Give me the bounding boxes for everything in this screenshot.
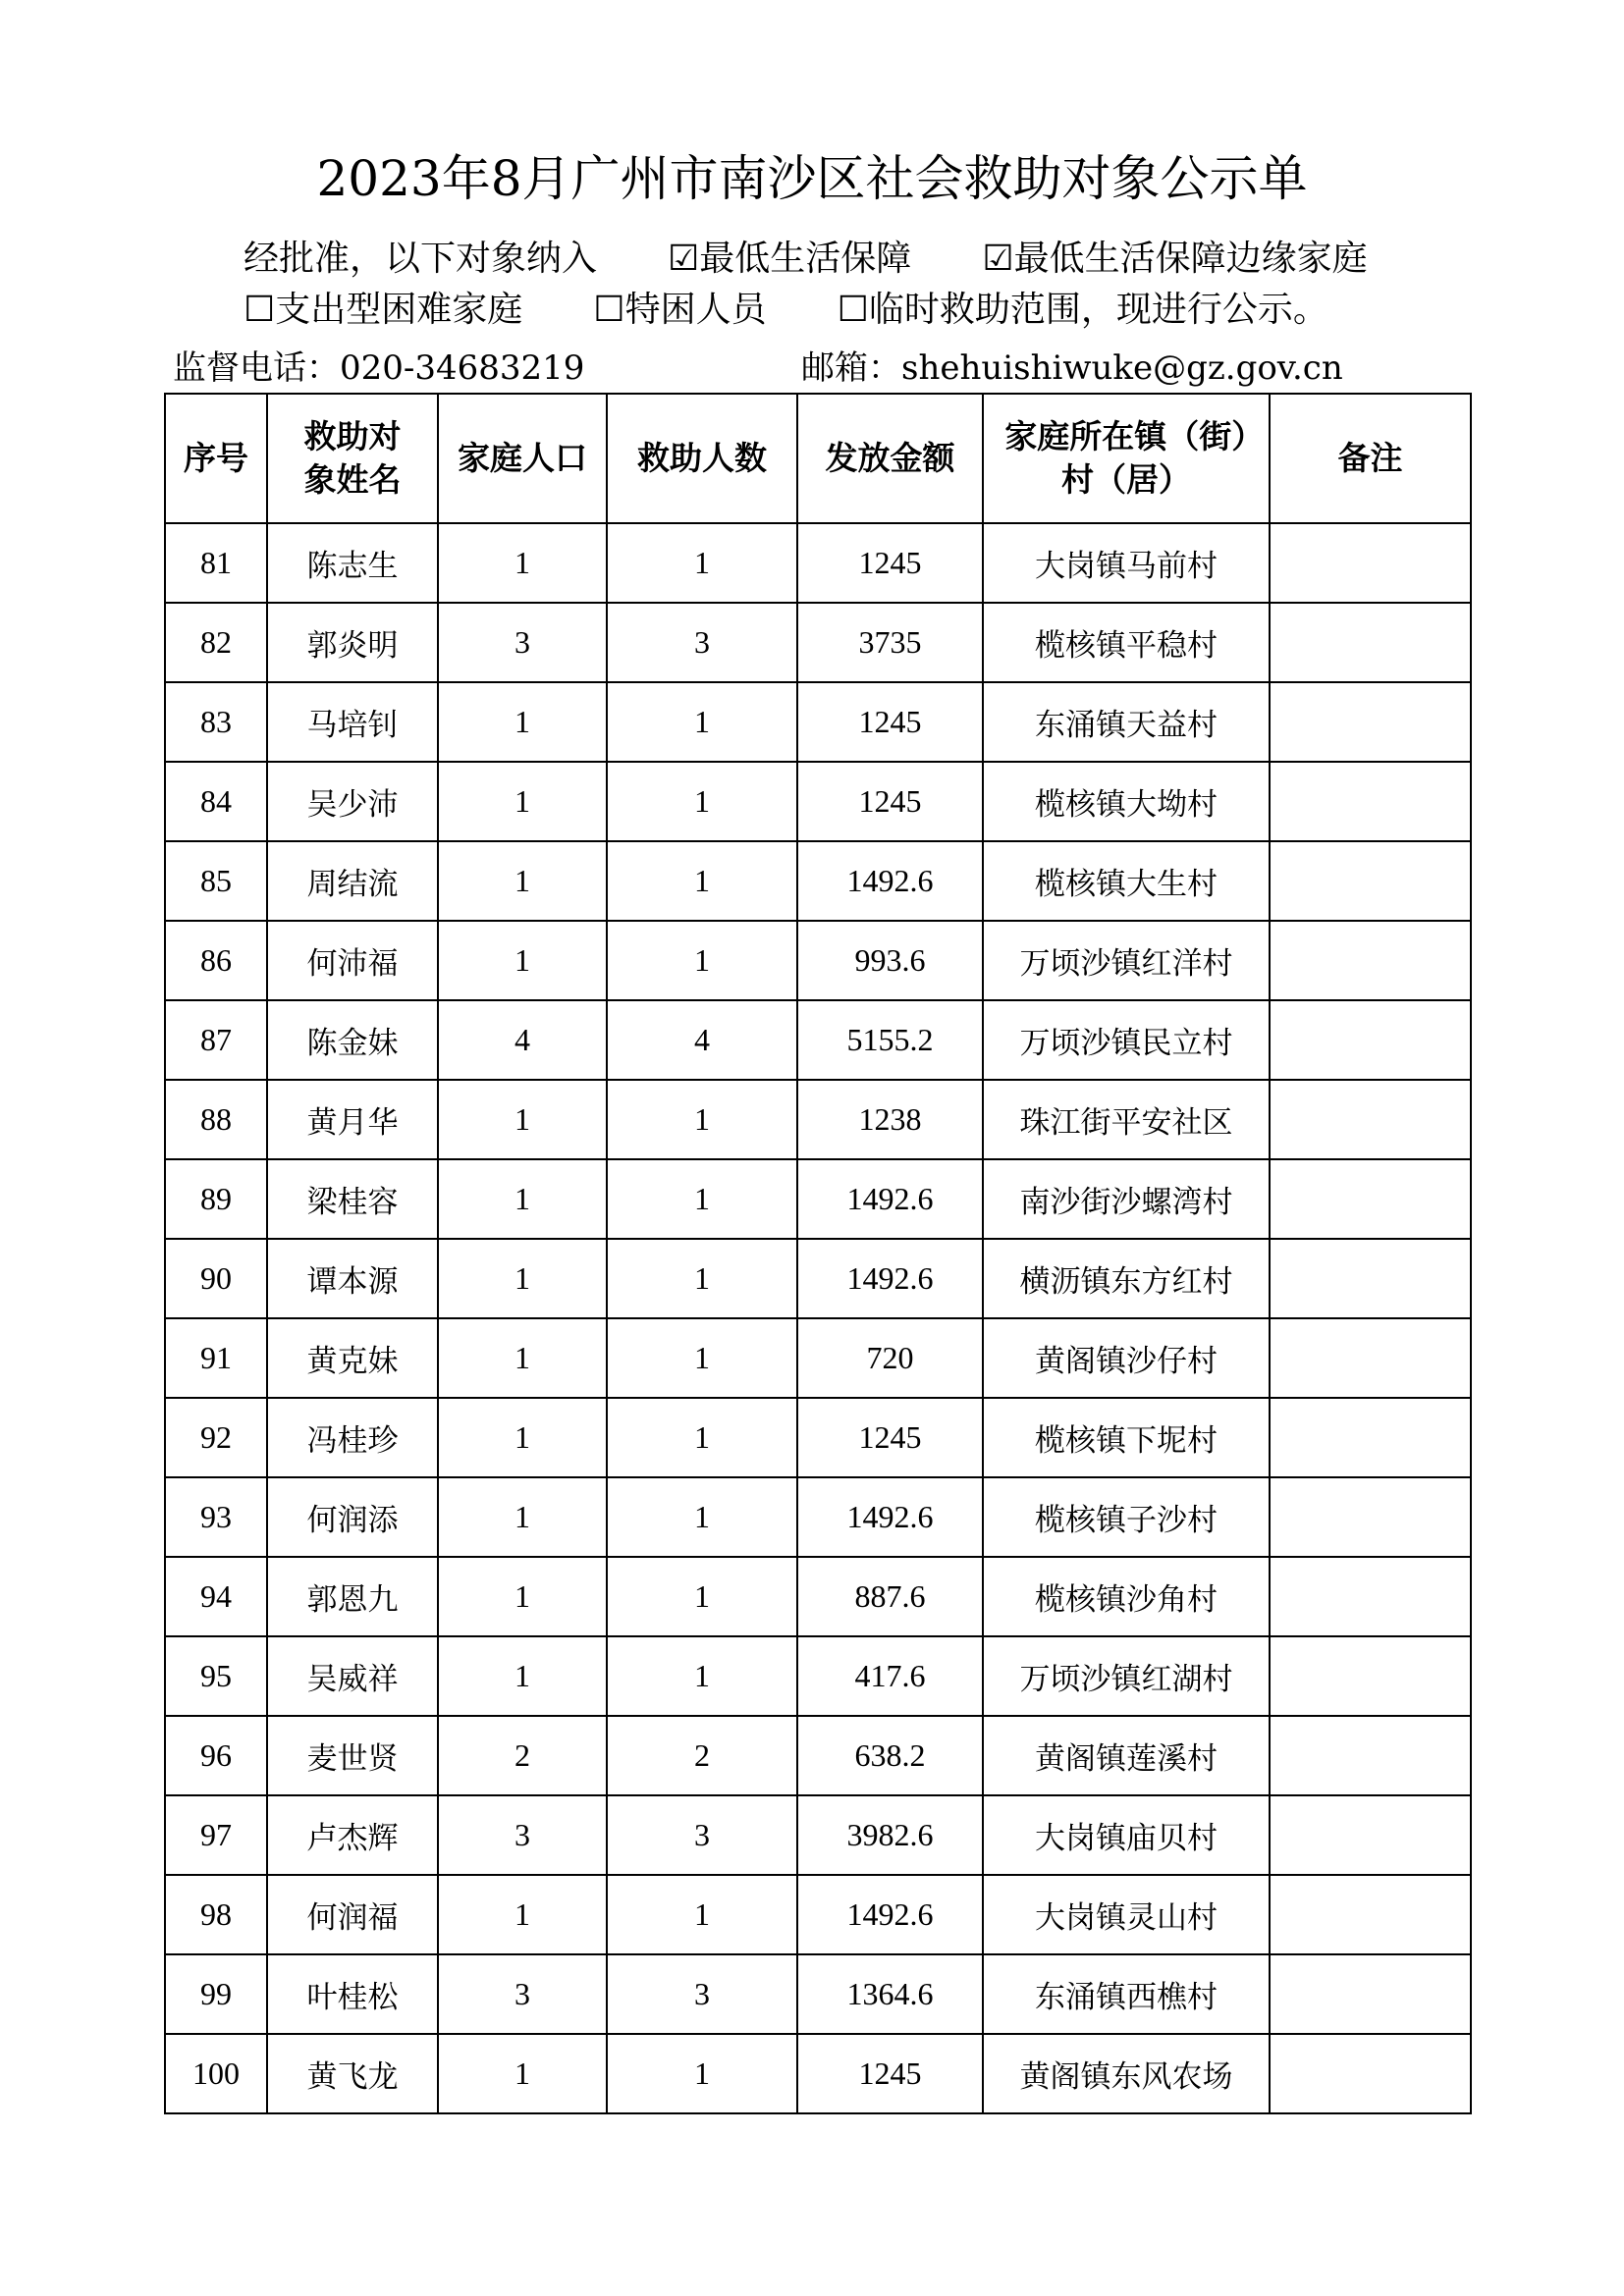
cell-amount: 1245 [797,523,983,603]
cell-location: 万顷沙镇民立村 [983,1000,1270,1080]
cell-household-size: 1 [438,1557,607,1636]
cell-aided-count: 3 [607,1954,797,2034]
cell-aided-count: 1 [607,1477,797,1557]
cell-location: 黄阁镇沙仔村 [983,1318,1270,1398]
cell-aided-count: 1 [607,762,797,841]
cell-amount: 1245 [797,2034,983,2113]
cell-index: 88 [165,1080,267,1159]
option-label: 特困人员 [624,290,767,330]
cell-index: 81 [165,523,267,603]
table-row [165,1000,1471,1080]
cell-name: 梁桂容 [267,1159,438,1239]
cell-household-size: 3 [438,1795,607,1875]
table-row [165,1636,1471,1716]
cell-index: 98 [165,1875,267,1954]
checkbox-icon: ☑ [982,239,1014,279]
cell-location: 横沥镇东方红村 [983,1239,1270,1318]
cell-household-size: 1 [438,841,607,921]
cell-aided-count: 1 [607,1557,797,1636]
cell-index: 93 [165,1477,267,1557]
cell-aided-count: 1 [607,1875,797,1954]
cell-household-size: 3 [438,1954,607,2034]
cell-name: 黄飞龙 [267,2034,438,2113]
cell-remarks [1270,523,1471,603]
table-row [165,1795,1471,1875]
cell-aided-count: 1 [607,1398,797,1477]
email-address: shehuishiwuke@gz.gov.cn [901,348,1343,388]
cell-household-size: 1 [438,1636,607,1716]
table-row [165,1557,1471,1636]
cell-location: 万顷沙镇红湖村 [983,1636,1270,1716]
cell-location: 大岗镇灵山村 [983,1875,1270,1954]
cell-remarks [1270,1954,1471,2034]
cell-amount: 1364.6 [797,1954,983,2034]
cell-remarks [1270,682,1471,762]
cell-household-size: 1 [438,1875,607,1954]
cell-name: 麦世贤 [267,1716,438,1795]
cell-remarks [1270,1716,1471,1795]
cell-household-size: 1 [438,523,607,603]
table-row [165,1159,1471,1239]
cell-household-size: 4 [438,1000,607,1080]
cell-remarks [1270,1000,1471,1080]
cell-name: 马培钊 [267,682,438,762]
cell-location: 大岗镇马前村 [983,523,1270,603]
cell-index: 86 [165,921,267,1000]
cell-remarks [1270,1239,1471,1318]
option-label: 临时救助 [868,290,1010,330]
cell-name: 何润添 [267,1477,438,1557]
cell-amount: 417.6 [797,1636,983,1716]
intro-paragraph [173,234,1469,336]
table-row [165,762,1471,841]
cell-amount: 3735 [797,603,983,682]
cell-remarks [1270,1875,1471,1954]
cell-amount: 1492.6 [797,841,983,921]
cell-aided-count: 1 [607,841,797,921]
cell-name: 吴威祥 [267,1636,438,1716]
table-row [165,682,1471,762]
cell-location: 万顷沙镇红洋村 [983,921,1270,1000]
cell-amount: 1245 [797,762,983,841]
cell-location: 榄核镇平稳村 [983,603,1270,682]
checkbox-icon: ☐ [244,290,276,330]
phone-label: 监督电话： [173,348,340,388]
col-header-name: 救助对象姓名 [267,394,438,523]
cell-index: 82 [165,603,267,682]
cell-name: 黄克妹 [267,1318,438,1398]
cell-aided-count: 3 [607,1795,797,1875]
cell-location: 榄核镇沙角村 [983,1557,1270,1636]
cell-remarks [1270,1159,1471,1239]
table-row [165,1954,1471,2034]
table-row [165,921,1471,1000]
cell-name: 黄月华 [267,1080,438,1159]
cell-index: 90 [165,1239,267,1318]
cell-location: 大岗镇庙贝村 [983,1795,1270,1875]
cell-household-size: 1 [438,2034,607,2113]
cell-aided-count: 2 [607,1716,797,1795]
cell-household-size: 1 [438,682,607,762]
cell-name: 卢杰辉 [267,1795,438,1875]
col-header-location: 家庭所在镇（街）村（居） [983,394,1270,523]
cell-index: 91 [165,1318,267,1398]
cell-household-size: 1 [438,1239,607,1318]
cell-index: 99 [165,1954,267,2034]
cell-amount: 993.6 [797,921,983,1000]
cell-name: 吴少沛 [267,762,438,841]
checkbox-icon: ☐ [593,290,625,330]
email-label: 邮箱： [801,348,901,388]
cell-location: 东涌镇西樵村 [983,1954,1270,2034]
table-row [165,1080,1471,1159]
email-block [801,344,1343,393]
cell-household-size: 1 [438,921,607,1000]
phone-number: 020-34683219 [340,348,585,388]
cell-remarks [1270,603,1471,682]
cell-location: 榄核镇下坭村 [983,1398,1270,1477]
table-row [165,1239,1471,1318]
table-row [165,1875,1471,1954]
aid-recipients-table [164,393,1472,2114]
table-row [165,2034,1471,2113]
option-label: 最低生活保障边缘家庭 [1013,239,1368,279]
cell-remarks [1270,762,1471,841]
cell-location: 黄阁镇东风农场 [983,2034,1270,2113]
cell-index: 89 [165,1159,267,1239]
intro-suffix: 范围，现进行公示。 [1009,290,1328,330]
cell-household-size: 3 [438,603,607,682]
table-row [165,1477,1471,1557]
table-row [165,603,1471,682]
cell-aided-count: 1 [607,1318,797,1398]
cell-household-size: 1 [438,762,607,841]
cell-aided-count: 1 [607,1080,797,1159]
col-header-household-size: 家庭人口 [438,394,607,523]
checkbox-icon: ☐ [837,290,869,330]
cell-location: 榄核镇大坳村 [983,762,1270,841]
cell-amount: 3982.6 [797,1795,983,1875]
cell-aided-count: 4 [607,1000,797,1080]
cell-name: 谭本源 [267,1239,438,1318]
page-title: 2023年8月广州市南沙区社会救助对象公示单 [316,150,1308,207]
cell-index: 85 [165,841,267,921]
cell-index: 84 [165,762,267,841]
cell-aided-count: 3 [607,603,797,682]
cell-name: 郭恩九 [267,1557,438,1636]
cell-index: 83 [165,682,267,762]
checkbox-icon: ☑ [668,239,700,279]
cell-amount: 1492.6 [797,1239,983,1318]
cell-name: 周结流 [267,841,438,921]
table-row [165,841,1471,921]
cell-household-size: 1 [438,1318,607,1398]
cell-name: 何沛福 [267,921,438,1000]
cell-amount: 720 [797,1318,983,1398]
cell-household-size: 2 [438,1716,607,1795]
table-row [165,523,1471,603]
cell-amount: 5155.2 [797,1000,983,1080]
cell-remarks [1270,2034,1471,2113]
cell-name: 何润福 [267,1875,438,1954]
cell-index: 87 [165,1000,267,1080]
cell-aided-count: 1 [607,2034,797,2113]
cell-aided-count: 1 [607,1159,797,1239]
cell-remarks [1270,921,1471,1000]
cell-index: 94 [165,1557,267,1636]
table-row [165,1318,1471,1398]
cell-amount: 887.6 [797,1557,983,1636]
cell-location: 黄阁镇莲溪村 [983,1716,1270,1795]
cell-remarks [1270,1636,1471,1716]
col-header-aided-count: 救助人数 [607,394,797,523]
intro-prefix: 经批准，以下对象纳入 [244,239,598,279]
cell-name: 陈金妹 [267,1000,438,1080]
cell-amount: 1492.6 [797,1477,983,1557]
cell-name: 冯桂珍 [267,1398,438,1477]
table-header-row [165,394,1471,523]
cell-remarks [1270,1795,1471,1875]
cell-name: 郭炎明 [267,603,438,682]
cell-remarks [1270,1557,1471,1636]
cell-aided-count: 1 [607,523,797,603]
cell-aided-count: 1 [607,921,797,1000]
cell-amount: 1492.6 [797,1875,983,1954]
cell-index: 92 [165,1398,267,1477]
option-label: 支出型困难家庭 [275,290,523,330]
cell-amount: 1245 [797,1398,983,1477]
col-header-index: 序号 [165,394,267,523]
cell-index: 96 [165,1716,267,1795]
contact-line [173,344,1469,393]
cell-aided-count: 1 [607,1239,797,1318]
cell-remarks [1270,1398,1471,1477]
cell-household-size: 1 [438,1398,607,1477]
col-header-remarks: 备注 [1270,394,1471,523]
table-row [165,1398,1471,1477]
cell-remarks [1270,841,1471,921]
cell-amount: 1238 [797,1080,983,1159]
table-row [165,1716,1471,1795]
cell-household-size: 1 [438,1080,607,1159]
cell-amount: 1492.6 [797,1159,983,1239]
cell-location: 东涌镇天益村 [983,682,1270,762]
cell-index: 95 [165,1636,267,1716]
cell-remarks [1270,1318,1471,1398]
cell-remarks [1270,1080,1471,1159]
cell-household-size: 1 [438,1159,607,1239]
cell-name: 叶桂松 [267,1954,438,2034]
col-header-amount: 发放金额 [797,394,983,523]
cell-name: 陈志生 [267,523,438,603]
cell-aided-count: 1 [607,682,797,762]
cell-index: 100 [165,2034,267,2113]
cell-location: 南沙街沙螺湾村 [983,1159,1270,1239]
option-label: 最低生活保障 [699,239,912,279]
cell-household-size: 1 [438,1477,607,1557]
cell-index: 97 [165,1795,267,1875]
cell-location: 榄核镇大生村 [983,841,1270,921]
cell-location: 珠江街平安社区 [983,1080,1270,1159]
cell-location: 榄核镇子沙村 [983,1477,1270,1557]
cell-amount: 1245 [797,682,983,762]
cell-amount: 638.2 [797,1716,983,1795]
cell-aided-count: 1 [607,1636,797,1716]
cell-remarks [1270,1477,1471,1557]
